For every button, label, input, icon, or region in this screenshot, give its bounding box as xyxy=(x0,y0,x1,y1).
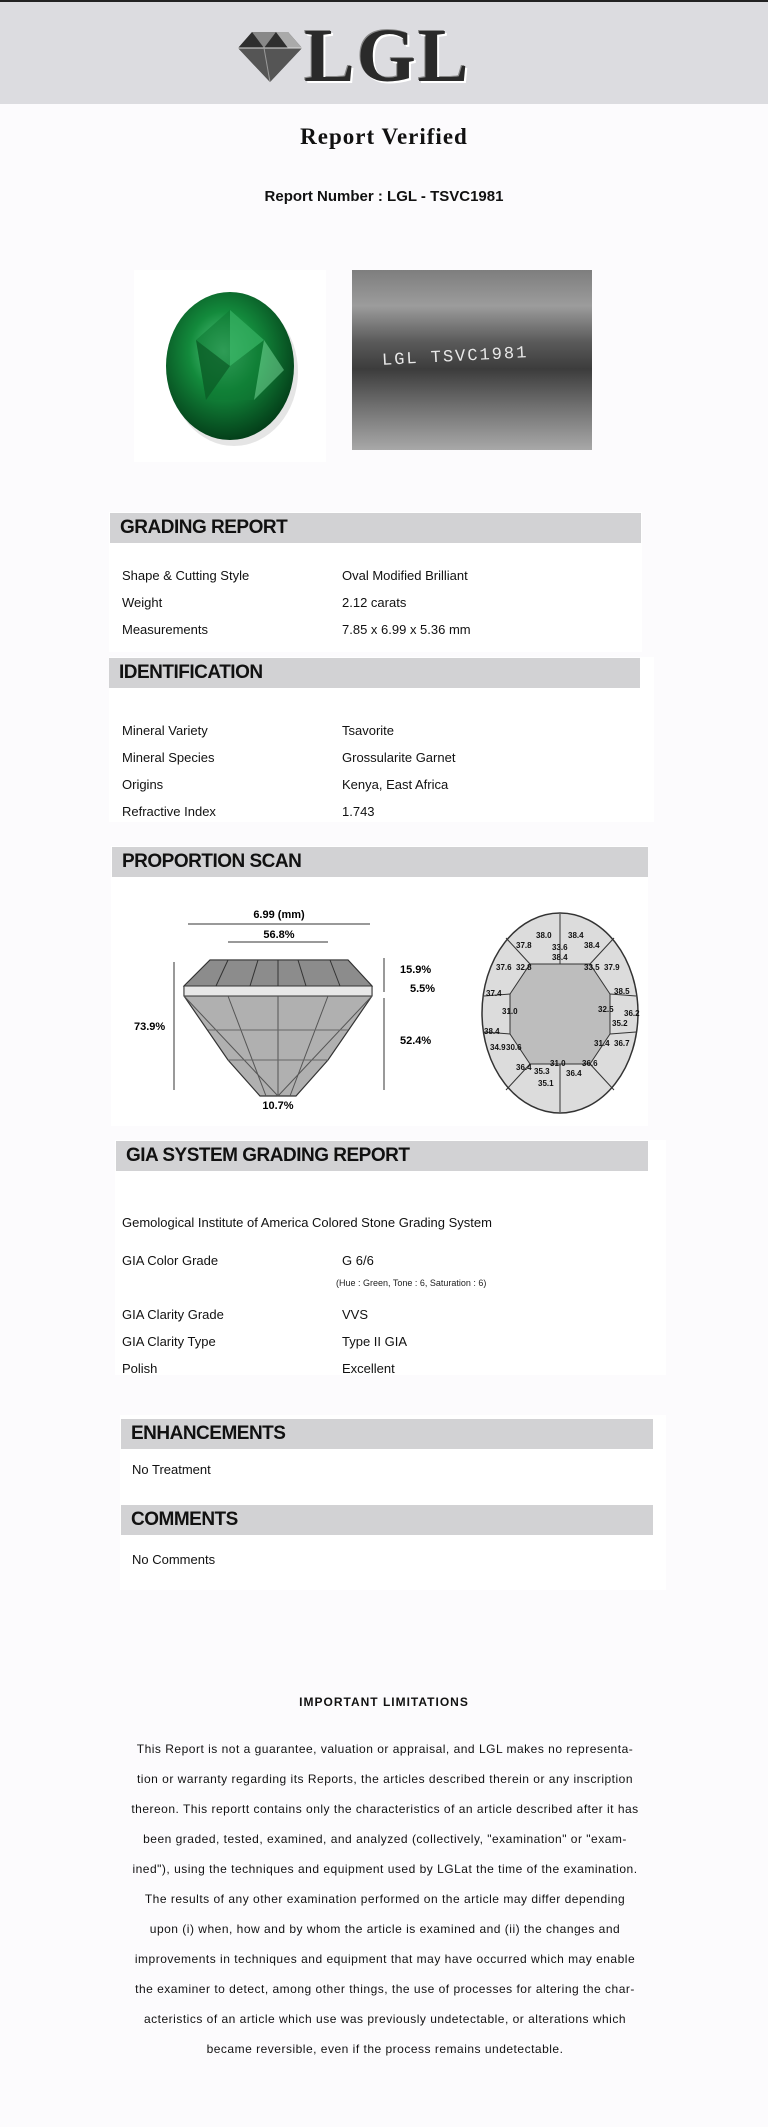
facet-label: 38.0 xyxy=(536,931,552,940)
limitations-text xyxy=(118,1734,652,2064)
face-up-diagram xyxy=(476,906,644,1120)
limitations-line: improvements in techniques and equipment that may have occurred which may enable xyxy=(134,1952,636,1966)
facet-label: 33.5 xyxy=(584,963,600,972)
gia-clarity-grade-value: VVS xyxy=(342,1307,369,1322)
mineral-species-label: Mineral Species xyxy=(122,750,215,765)
lgl-logo xyxy=(234,14,496,98)
polish-label: Polish xyxy=(122,1361,158,1376)
depth-label: 73.9% xyxy=(134,1021,166,1033)
facet-label: 36.4 xyxy=(566,1069,582,1078)
limitations-line: been graded, tested, examined, and analyzed (collectively, "examination" or "exam- xyxy=(143,1832,627,1846)
facet-label: 38.4 xyxy=(584,941,600,950)
report-number: Report Number : LGL - TSVC1981 xyxy=(264,188,504,205)
table-label: 56.8% xyxy=(263,929,295,941)
comments-value: No Comments xyxy=(132,1552,216,1567)
gia-heading: GIA SYSTEM GRADING REPORT xyxy=(116,1141,648,1171)
gia-clarity-type-label: GIA Clarity Type xyxy=(122,1334,216,1349)
limitations-line: ined"), using the techniques and equipment used by LGLat the time of the examination. xyxy=(132,1862,638,1876)
limitations-line: The results of any other examination performed on the article may differ depending xyxy=(144,1892,626,1906)
facet-label: 37.6 xyxy=(496,963,512,972)
measurements-value: 7.85 x 6.99 x 5.36 mm xyxy=(342,622,471,637)
origins-value: Kenya, East Africa xyxy=(342,777,449,792)
limitations-line: thereon. This reportt contains only the characteristics of an article described after it has xyxy=(131,1802,639,1816)
crown-label: 15.9% xyxy=(400,964,432,976)
comments-heading: COMMENTS xyxy=(121,1505,653,1535)
profile-diagram xyxy=(118,900,478,1120)
facet-label: 36.4 xyxy=(516,1063,532,1072)
shape-label: Shape & Cutting Style xyxy=(122,568,250,583)
facet-label: 36.2 xyxy=(624,1009,640,1018)
proportion-scan-heading: PROPORTION SCAN xyxy=(112,847,648,877)
gia-color-grade-label: GIA Color Grade xyxy=(122,1253,219,1268)
logo-text: LGL xyxy=(304,14,471,98)
gemstone-photo xyxy=(134,270,326,462)
limitations-line: acteristics of an article which use was previously undetectable, or alterations which xyxy=(143,2012,627,2026)
measurements-label: Measurements xyxy=(122,622,208,637)
inscription-text: LGL TSVC1981 xyxy=(381,344,529,371)
limitations-title: IMPORTANT LIMITATIONS xyxy=(299,1695,469,1709)
limitations-line: the examiner to detect, among other things, the use of processes for altering the char- xyxy=(135,1982,635,1996)
mineral-variety-label: Mineral Variety xyxy=(122,723,208,738)
weight-value: 2.12 carats xyxy=(342,595,407,610)
origins-label: Origins xyxy=(122,777,164,792)
facet-label: 37.8 xyxy=(516,941,532,950)
page-title: Report Verified xyxy=(300,124,468,149)
weight-label: Weight xyxy=(122,595,163,610)
facet-label: 35.1 xyxy=(538,1079,554,1088)
limitations-line: became reversible, even if the process remains undetectable. xyxy=(206,2042,564,2056)
facet-label: 35.3 xyxy=(534,1067,550,1076)
facet-label: 31.4 xyxy=(594,1039,610,1048)
facet-label: 36.7 xyxy=(614,1039,630,1048)
culet-label: 10.7% xyxy=(262,1100,294,1112)
gia-subtitle: Gemological Institute of America Colored Stone Grading System xyxy=(122,1215,492,1230)
refractive-index-value: 1.743 xyxy=(342,804,375,819)
facet-label: 32.8 xyxy=(516,963,532,972)
mineral-variety-value: Tsavorite xyxy=(342,723,395,738)
header-banner xyxy=(0,0,768,104)
identification-heading: IDENTIFICATION xyxy=(109,658,640,688)
inscription-photo xyxy=(352,270,592,450)
facet-label: 37.4 xyxy=(486,989,502,998)
limitations-line: upon (i) when, how and by whom the article is examined and (ii) the changes and xyxy=(149,1922,621,1936)
grading-report-heading: GRADING REPORT xyxy=(110,513,641,543)
polish-value: Excellent xyxy=(342,1361,395,1376)
width-label: 6.99 (mm) xyxy=(253,909,305,921)
facet-label: 38.4 xyxy=(568,931,584,940)
diamond-icon xyxy=(234,26,306,86)
mineral-species-value: Grossularite Garnet xyxy=(342,750,456,765)
gia-color-grade-value: G 6/6 xyxy=(342,1253,374,1268)
pavilion-label: 52.4% xyxy=(400,1035,432,1047)
shape-value: Oval Modified Brilliant xyxy=(342,568,468,583)
gia-clarity-type-value: Type II GIA xyxy=(342,1334,408,1349)
facet-label: 38.4 xyxy=(552,953,568,962)
facet-label: 30.6 xyxy=(506,1043,522,1052)
girdle-label: 5.5% xyxy=(410,983,436,995)
facet-label: 38.5 xyxy=(614,987,630,996)
facet-label: 32.5 xyxy=(598,1005,614,1014)
enhancements-heading: ENHANCEMENTS xyxy=(121,1419,653,1449)
enhancements-value: No Treatment xyxy=(132,1462,211,1477)
facet-label: 31.0 xyxy=(550,1059,566,1068)
facet-label: 33.6 xyxy=(552,943,568,952)
facet-label: 37.9 xyxy=(604,963,620,972)
facet-label: 38.4 xyxy=(484,1027,500,1036)
facet-label: 35.2 xyxy=(612,1019,628,1028)
limitations-line: tion or warranty regarding its Reports, the articles described therein or any inscription xyxy=(136,1772,634,1786)
refractive-index-label: Refractive Index xyxy=(122,804,216,819)
facet-label: 36.6 xyxy=(582,1059,598,1068)
gem-profile-shape xyxy=(184,960,372,1096)
facet-label: 34.9 xyxy=(490,1043,506,1052)
facet-label: 31.0 xyxy=(502,1007,518,1016)
limitations-line: This Report is not a guarantee, valuation or appraisal, and LGL makes no representa- xyxy=(136,1742,634,1756)
gia-color-note: (Hue : Green, Tone : 6, Saturation : 6) xyxy=(336,1278,487,1288)
gia-clarity-grade-label: GIA Clarity Grade xyxy=(122,1307,224,1322)
